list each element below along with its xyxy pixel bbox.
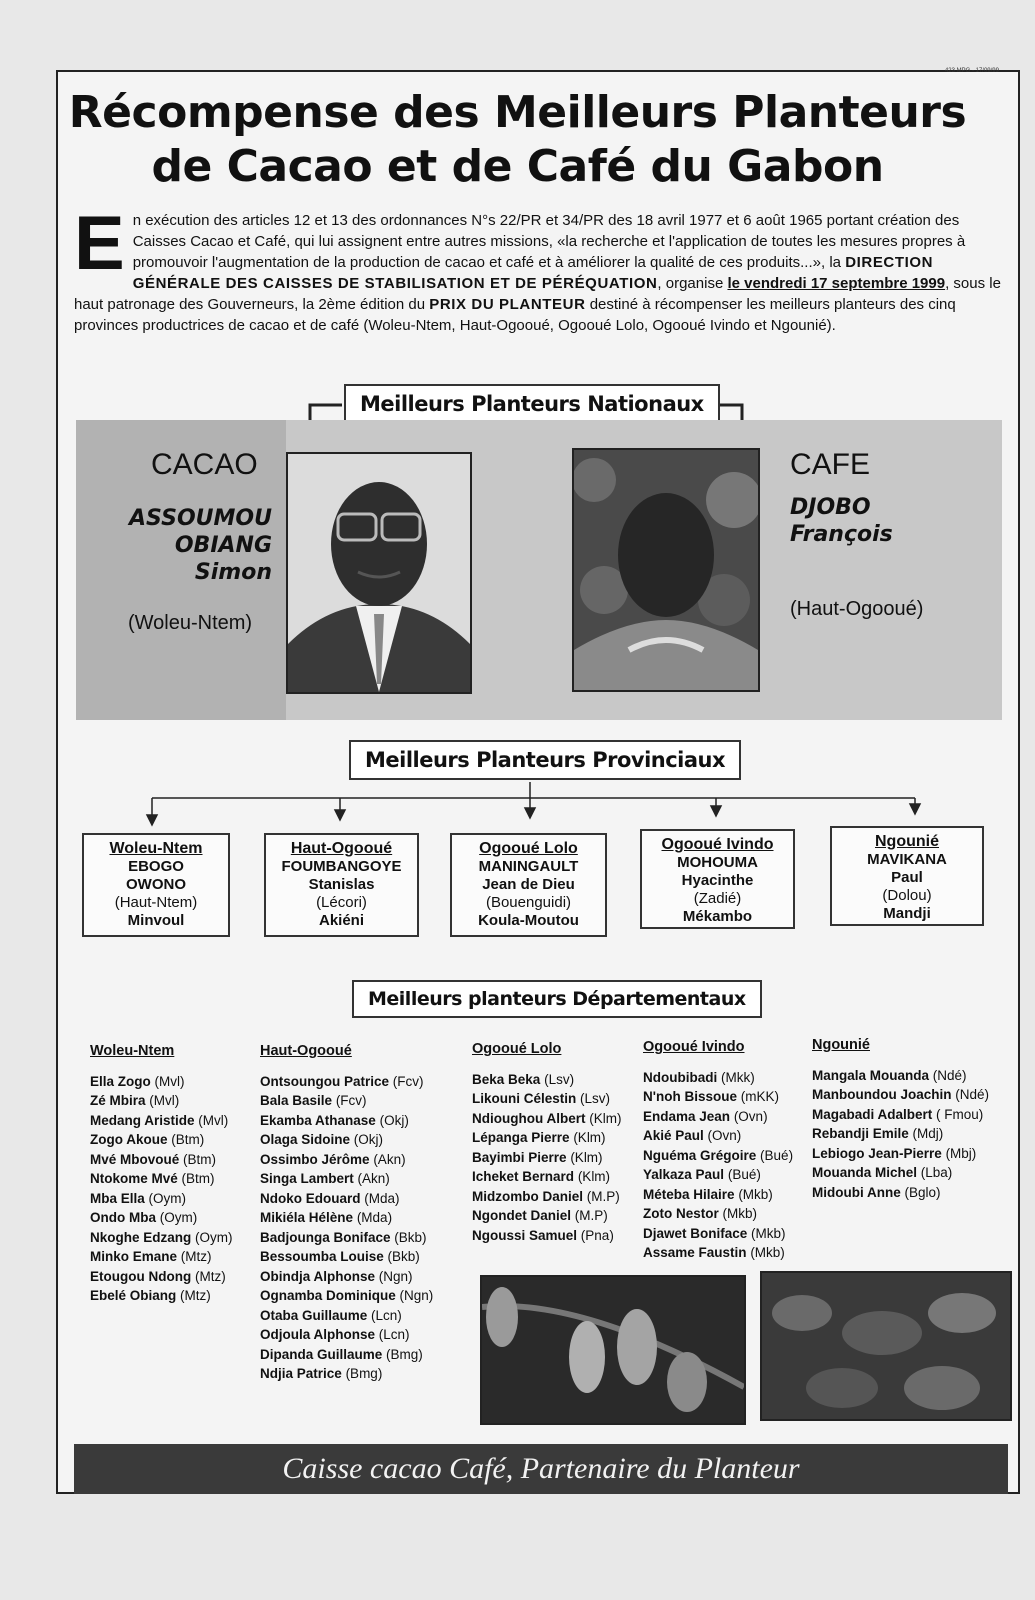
department-code: (Mkb) [751,1225,786,1241]
department-code: (Ovn) [733,1108,768,1124]
departmental-list-item [472,1206,622,1226]
departmental-list-item [260,1208,433,1228]
department-code: (Klm) [577,1169,611,1184]
planter-name: Assame Faustin [643,1245,747,1260]
province-winner-line-2: Jean de Dieu [482,876,575,893]
departmental-list-item [643,1068,793,1088]
department-code: (Klm) [570,1149,603,1165]
title-line-1: Récompense des Meilleurs Planteurs [68,87,967,138]
province-winner-line-3: (Dolou) [882,887,932,904]
department-code: (Ovn) [707,1128,742,1143]
departmental-list-item [472,1109,622,1129]
planter-name: Bessoumba Louise [260,1249,384,1264]
departmental-list-item [260,1091,433,1111]
planter-name: Olaga Sidoine [260,1132,351,1147]
planter-name: Zé Mbira [90,1093,146,1108]
planter-name: Ndjia Patrice [260,1366,342,1381]
departmental-list-item [90,1247,233,1267]
department-code: ( Fmou) [936,1106,984,1122]
department-code: (Mda) [364,1190,400,1206]
department-code: (Mkk) [721,1069,755,1085]
departmental-column-heading: Ngounié [812,1037,870,1053]
cafe-winner-photo [572,448,760,692]
departmental-list-item [472,1148,622,1168]
department-code: (Fcv) [392,1073,424,1089]
departmental-column [643,1038,793,1263]
departmental-column-heading: Ogooué Lolo [472,1041,562,1057]
intro-text-1: n exécution des articles 12 et 13 des ordonnances N°s 22/PR et 34/PR des 18 avril 1977 et 6 août 1965 portant création des Caisses Cacao et Café, qui lui assignent entre autres missions, «la recherche et l'application de toutes les mesures propres à promouvoir l'augmentation de la production de cacao et café et à améliorer la qualité de ces produits...», [132,212,966,271]
department-code: (Mtz) [180,1249,212,1264]
departmental-list-item [260,1267,433,1287]
planter-name: Ndioughou Albert [472,1110,586,1126]
department-code: (Mkb) [738,1186,773,1202]
planter-name: Ndoko Edouard [260,1190,361,1206]
department-code: (Ndé) [955,1087,990,1102]
departmental-column [90,1042,233,1306]
print-stamp: 423 MPG - 17/09/99 [944,68,999,74]
departmental-list-item [90,1072,233,1092]
departmental-list-item [260,1247,433,1267]
department-code: (Fcv) [335,1093,367,1108]
departmental-list-item [260,1072,433,1092]
cafe-region: (Haut-Ogooué) [790,598,924,620]
province-name: Haut-Ogooué [290,840,393,857]
title-line-2: de Cacao et de Café du Gabon [151,141,884,192]
cocoa-pods-photo [480,1275,746,1425]
planter-name: Lebiogo Jean-Pierre [812,1145,942,1161]
departmental-column [812,1036,989,1202]
departmental-list-item [90,1208,233,1228]
planter-name: Midzombo Daniel [472,1188,583,1204]
department-code: (Bué) [727,1167,761,1182]
planter-name: Ekamba Athanase [260,1112,376,1128]
planter-name: Ondo Mba [90,1210,156,1225]
departmental-list-item [643,1204,793,1224]
departmental-list-item [90,1091,233,1111]
province-winner-line-2: Stanislas [308,876,375,893]
departmental-list-item [643,1087,793,1107]
planter-name: Ontsoungou Patrice [260,1073,390,1089]
footer-slogan: Caisse cacao Café, Partenaire du Planteur [74,1444,1008,1494]
cafe-name-line-2: François [790,522,893,547]
departmental-list-item [472,1070,622,1090]
departmental-list-item [260,1189,433,1209]
department-code: (Btm) [181,1171,215,1186]
planter-name: Djawet Boniface [643,1225,748,1241]
department-code: (M.P) [574,1208,608,1223]
cacao-name-line-1: ASSOUMOU [129,506,272,531]
intro-date: le vendredi 17 septembre 1999 [727,275,946,292]
planter-name: Beka Beka [472,1071,541,1087]
department-code: (Mbj) [945,1145,977,1161]
planter-name: Medang Aristide [90,1112,195,1128]
department-code: (Oym) [148,1190,187,1206]
planter-name: Nkoghe Edzang [90,1229,192,1245]
department-code: (Ngn) [399,1288,434,1303]
departmental-list-item [90,1130,233,1150]
planter-name: Méteba Hilaire [643,1186,735,1202]
departmental-list-item [90,1267,233,1287]
planter-name: Zogo Akoue [90,1132,168,1147]
department-code: (Okj) [353,1132,384,1147]
province-name: Woleu-Ntem [109,840,203,857]
coffee-plant-photo [760,1271,1012,1421]
planter-name: Likouni Célestin [472,1091,577,1106]
departmental-list-item [90,1228,233,1248]
province-winner-line-1: MOHOUMA [677,854,758,871]
departmental-list-item [643,1243,793,1263]
planter-name: Ntokome Mvé [90,1171,178,1186]
planter-name: Ella Zogo [90,1073,151,1089]
planter-name: Ngondet Daniel [472,1208,572,1223]
department-code: (Klm) [589,1110,622,1126]
province-box-ngounie [830,826,984,926]
departmental-column [472,1040,622,1245]
intro-prix: PRIX DU PLANTEUR [429,296,586,313]
department-code: (Lcn) [371,1307,402,1323]
departmental-list-item [90,1111,233,1131]
departmental-list-item [812,1105,989,1125]
department-code: (Btm) [183,1151,217,1167]
department-code: (M.P) [586,1188,620,1204]
planter-name: Yalkaza Paul [643,1167,725,1182]
department-code: (Oym) [195,1229,233,1245]
intro-org-prefix: la [829,254,842,271]
department-code: (Mvl) [198,1112,229,1128]
province-winner-line-2: OWONO [126,876,186,893]
planter-name: Rebandji Emile [812,1126,909,1141]
province-name: Ngounié [875,833,939,850]
planter-name: Midoubi Anne [812,1184,901,1200]
province-name: Ogooué Ivindo [661,836,774,853]
province-winner-line-1: MANINGAULT [478,858,579,875]
departmental-list-item [90,1150,233,1170]
departmental-list-item [472,1128,622,1148]
departmental-list-item [90,1286,233,1306]
planter-name: N'noh Bissoue [643,1089,737,1104]
province-winner-line-4: Mandji [883,905,931,922]
departmental-list-item [260,1345,433,1365]
departmental-list-item [90,1169,233,1189]
cacao-name-line-2: OBIANG [174,533,272,558]
department-code: (Mvl) [154,1073,185,1089]
departmental-list-item [260,1325,433,1345]
planter-name: Obindja Alphonse [260,1268,376,1284]
department-code: (Akn) [373,1151,406,1167]
province-winner-line-4: Mékambo [682,908,753,925]
departmental-list-item [472,1167,622,1187]
cafe-name-line-1: DJOBO [790,495,871,520]
province-winner-line-1: EBOGO [128,858,184,875]
planter-name: Dipanda Guillaume [260,1346,383,1362]
province-winner-line-1: MAVIKANA [867,851,947,868]
departmental-list-item [812,1124,989,1144]
departmental-list-item [643,1126,793,1146]
planter-name: Magabadi Adalbert [812,1106,933,1122]
department-code: (Pna) [580,1227,614,1243]
department-code: (Btm) [171,1132,205,1147]
departmental-list-item [812,1066,989,1086]
province-winner-line-4: Akiéni [318,912,364,929]
department-code: (Mtz) [194,1268,226,1284]
province-name: Ogooué Lolo [479,840,578,857]
intro-text-2b: , sous le haut patronage des Gouverneurs, la 2ème édition du [74,275,1001,313]
province-winner-line-4: Koula-Moutou [478,912,579,929]
planter-name: Badjounga Boniface [260,1229,391,1245]
department-code: (Lcn) [378,1327,410,1342]
departmental-list-item [643,1185,793,1205]
cacao-winner-name [102,505,272,586]
departmental-heading: Meilleurs planteurs Départementaux [352,980,762,1018]
provincial-heading: Meilleurs Planteurs Provinciaux [349,740,741,780]
planter-name: Manboundou Joachin [812,1087,952,1102]
province-box-haut-ogooue [264,833,419,937]
cafe-category: CAFE [790,448,871,481]
department-code: (Bmg) [345,1366,383,1381]
department-code: (Bglo) [904,1184,941,1200]
planter-name: Ndoubibadi [643,1069,718,1085]
province-box-ogooue-ivindo [640,829,795,929]
planter-name: Lépanga Pierre [472,1130,570,1145]
department-code: (Bkb) [387,1249,420,1264]
intro-organization: DIRECTION GÉNÉRALE DES CAISSES DE STABILISATION ET DE PÉRÉQUATION [132,254,934,292]
planter-name: Minko Emane [90,1249,178,1264]
cacao-category: CACAO [151,448,258,481]
department-code: (Klm) [573,1130,606,1145]
departmental-list-item [260,1286,433,1306]
national-heading: Meilleurs Planteurs Nationaux [344,384,720,424]
departmental-column [260,1042,433,1384]
departmental-list-item [643,1107,793,1127]
intro-text-2a: , organise [657,275,724,292]
departmental-list-item [812,1144,989,1164]
department-code: (Bué) [760,1147,794,1163]
department-code: (Mkb) [722,1206,758,1221]
department-code: (Lba) [920,1165,953,1180]
province-winner-line-4: Minvoul [127,912,185,929]
planter-name: Icheket Bernard [472,1169,575,1184]
cacao-winner-photo [286,452,472,694]
departmental-list-item [260,1111,433,1131]
planter-name: Ossimbo Jérôme [260,1151,370,1167]
intro-text-2c: destiné à récompenser les meilleurs planteurs des cinq provinces productrices de cacao et de café (Woleu-Ntem, Haut-Ogooué, Ogooué Lolo, Ogooué Ivindo et Ngounié). [74,296,956,334]
departmental-list-item [472,1089,622,1109]
departmental-list-item [260,1364,433,1384]
department-code: (Mda) [356,1210,393,1225]
departmental-list-item [643,1165,793,1185]
department-code: (Bmg) [386,1346,423,1362]
departmental-column-heading: Ogooué Ivindo [643,1039,745,1055]
drop-cap: E [74,201,125,286]
department-code: (Akn) [357,1171,390,1186]
department-code: (Mdj) [912,1126,944,1141]
province-winner-line-1: FOUMBANGOYE [281,858,402,875]
departmental-list-item [260,1228,433,1248]
planter-name: Bala Basile [260,1093,333,1108]
province-winner-line-2: Paul [891,869,923,886]
planter-name: Odjoula Alphonse [260,1327,376,1342]
planter-name: Mikiéla Hélène [260,1210,354,1225]
cacao-name-line-3: Simon [194,560,272,585]
departmental-list-item [260,1130,433,1150]
department-code: (Mtz) [180,1288,211,1303]
province-winner-line-2: Hyacinthe [681,872,754,889]
departmental-list-item [812,1183,989,1203]
planter-name: Mouanda Michel [812,1165,918,1180]
province-box-ogooue-lolo [450,833,607,937]
department-code: (Mvl) [149,1093,180,1108]
cafe-winner-name [790,494,893,548]
department-code: (Bkb) [394,1229,427,1245]
planter-name: Mangala Mouanda [812,1067,930,1083]
department-code: (Lsv) [544,1071,575,1087]
province-winner-line-3: (Bouenguidi) [485,894,572,911]
planter-name: Ebelé Obiang [90,1288,177,1303]
planter-name: Mba Ella [90,1190,145,1206]
departmental-list-item [472,1226,622,1246]
planter-name: Akié Paul [643,1128,704,1143]
planter-name: Zoto Nestor [643,1206,719,1221]
planter-name: Endama Jean [643,1108,731,1124]
departmental-list-item [260,1306,433,1326]
departmental-list-item [812,1163,989,1183]
department-code: (Oym) [159,1210,198,1225]
province-box-woleu-ntem [82,833,230,937]
departmental-list-item [90,1189,233,1209]
departmental-list-item [812,1085,989,1105]
departmental-list-item [643,1146,793,1166]
planter-name: Otaba Guillaume [260,1307,368,1323]
departmental-list-item [260,1169,433,1189]
departmental-column-heading: Haut-Ogooué [260,1043,352,1059]
planter-name: Ognamba Dominique [260,1288,396,1303]
province-winner-line-3: (Lécori) [316,894,367,911]
planter-name: Mvé Mbovoué [90,1151,180,1167]
cacao-region: (Woleu-Ntem) [128,612,253,634]
departmental-list-item [643,1224,793,1244]
departmental-list-item [472,1187,622,1207]
department-code: (Okj) [379,1112,409,1128]
province-winner-line-3: (Zadié) [693,890,742,907]
department-code: (Ngn) [378,1268,413,1284]
planter-name: Ngoussi Samuel [472,1227,578,1243]
department-code: (mKK) [740,1089,779,1104]
department-code: (Ndé) [932,1067,967,1083]
planter-name: Etougou Ndong [90,1268,192,1284]
department-code: (Mkb) [750,1245,785,1260]
department-code: (Lsv) [580,1091,611,1106]
departmental-list-item [260,1150,433,1170]
planter-name: Singa Lambert [260,1171,354,1186]
planter-name: Bayimbi Pierre [472,1149,567,1165]
planter-name: Nguéma Grégoire [643,1147,757,1163]
departmental-column-heading: Woleu-Ntem [90,1043,175,1059]
province-winner-line-3: (Haut-Ntem) [114,894,198,911]
